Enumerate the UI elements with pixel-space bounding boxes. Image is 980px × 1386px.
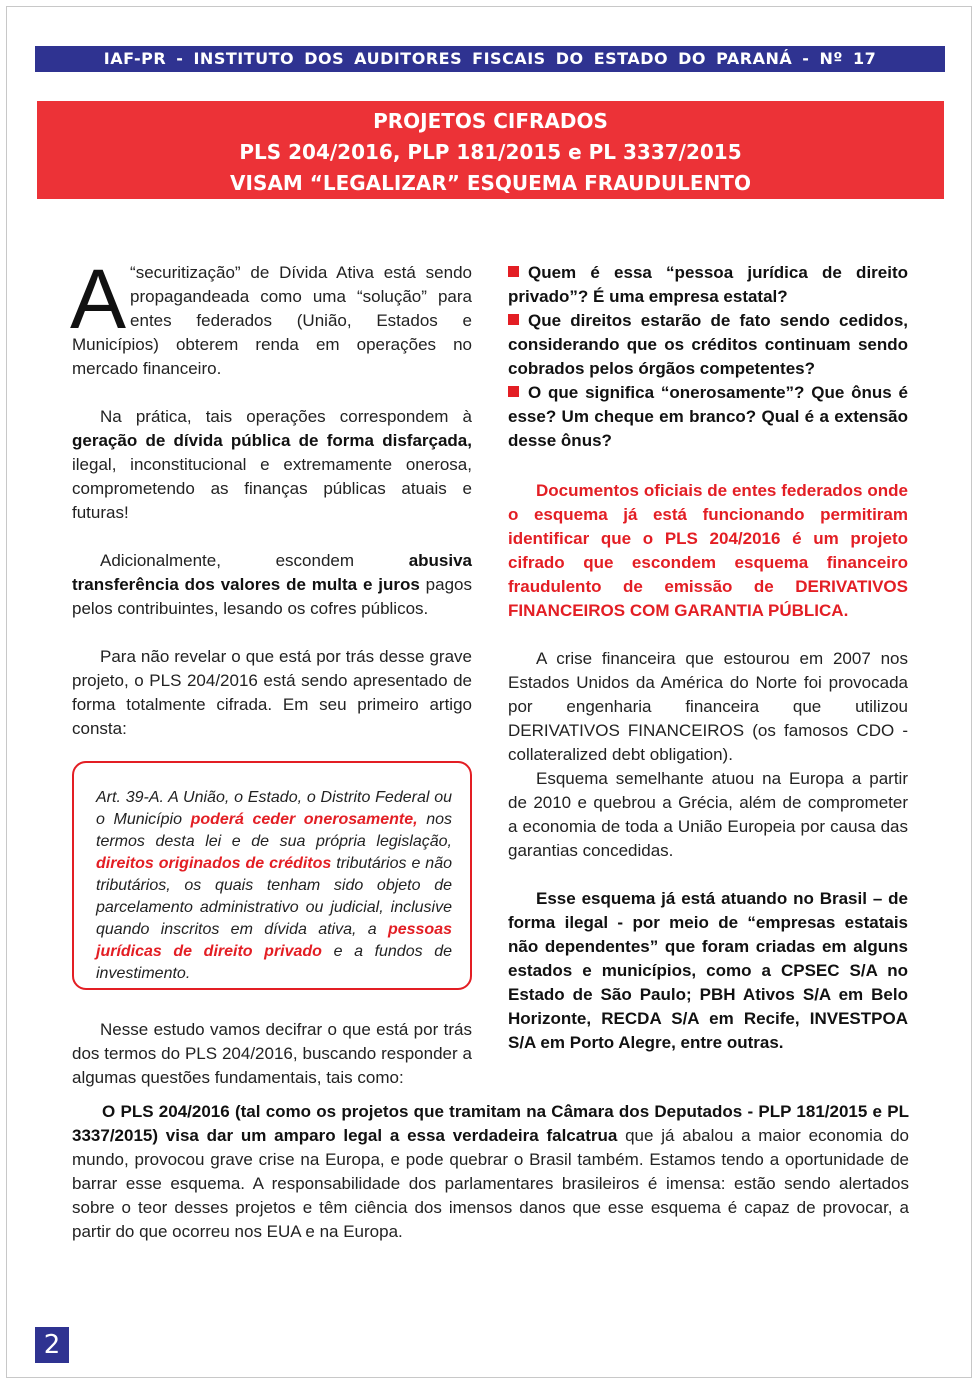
quote-part-c: nos termos desta lei e de sua própria legislação,: [96, 811, 452, 850]
title-line-1: PROJETOS CIFRADOS: [373, 109, 608, 133]
question-item: [508, 261, 908, 309]
quote-part-g: e a fundos de investimento.: [96, 943, 452, 982]
paragraph-3: [72, 549, 472, 621]
paragraph-3-bold: abusiva transferência dos valores de multa e juros: [72, 551, 472, 594]
question-text: Quem é essa “pessoa jurídica de direito privado”? É uma empresa estatal?: [508, 263, 908, 306]
right-paragraph-1: A crise financeira que estourou em 2007 nos Estados Unidos da América do Norte foi provocada por engenharia financeira que utilizou DERIVATIVOS FINANCEIROS (os famosos CDO - collateralized debt obligation).: [508, 649, 908, 764]
paragraph-3-text-c: pagos pelos contribuintes, lesando os cofres públicos.: [72, 575, 472, 618]
title-line-3: VISAM “LEGALIZAR” ESQUEMA FRAUDULENTO: [230, 171, 751, 195]
quote-part-a: Art. 39-A. A União, o Estado, o Distrito Federal ou o Município: [96, 789, 452, 828]
article-title-box: [37, 101, 944, 199]
newsletter-header: IAF-PR - INSTITUTO DOS AUDITORES FISCAIS DO ESTADO DO PARANÁ - Nº 17: [35, 46, 945, 72]
question-text: O que significa “onerosamente”? Que ônus é esse? Um cheque em branco? Qual é a extensão desse ônus?: [508, 383, 908, 450]
bullet-square-icon: [508, 314, 519, 325]
right-paragraph-2: Esquema semelhante atuou na Europa a partir de 2010 e quebrou a Grécia, além de comprometer a economia de toda a União Europeia por causa das garantias concedidas.: [508, 769, 908, 860]
title-line-2: PLS 204/2016, PLP 181/2015 e PL 3337/2015: [239, 140, 742, 164]
intro-text: “securitização” de Dívida Ativa está sendo propagandeada como uma “solução” para entes federados (União, Estados e Municípios) obterem renda em operações no mercado financeiro.: [72, 263, 472, 378]
question-text: Que direitos estarão de fato sendo cedidos, considerando que os créditos continuam sendo cobrados pelos órgãos competentes?: [508, 311, 908, 378]
right-column: [508, 261, 908, 1055]
question-item: [508, 381, 908, 453]
intro-paragraph: [70, 252, 472, 381]
closing-text: [72, 1100, 909, 1244]
law-quote-box: [72, 761, 472, 990]
closing-paragraph: [72, 1100, 909, 1244]
paragraph-2-text-c: ilegal, inconstitucional e extremamente onerosa, comprometendo as finanças públicas atuais e futuras!: [72, 455, 472, 522]
paragraph-2: [72, 405, 472, 525]
paragraph-2-text-a: Na prática, tais operações correspondem à: [100, 407, 472, 426]
highlight-paragraph: Documentos oficiais de entes federados onde o esquema já está funcionando permitiram identificar que o PLS 204/2016 é um projeto cifrado que escondem esquema financeiro fraudulento de emissão de DERIVATIVOS FINANCEIROS COM GARANTIA PÚBLICA.: [508, 481, 908, 620]
drop-cap: A: [70, 252, 127, 346]
paragraph-4: Para não revelar o que está por trás desse grave projeto, o PLS 204/2016 está sendo apresentado de forma totalmente cifrada. Em seu primeiro artigo consta:: [72, 647, 472, 738]
quote-highlight-1: poderá ceder onerosamente,: [190, 811, 418, 828]
quote-part-e: tributários e não tributários, os quais tenham sido objeto de parcelamento administrativo ou judicial, inclusive quando inscritos em dívida ativa, a: [96, 855, 452, 938]
questions-list: [508, 261, 908, 453]
bullet-square-icon: [508, 386, 519, 397]
law-quote-text: [96, 787, 452, 985]
bullet-square-icon: [508, 266, 519, 277]
quote-highlight-3: pessoas jurídicas de direito privado: [96, 921, 452, 960]
paragraph-3-text-a: Adicionalmente, escondem: [100, 551, 409, 570]
right-paragraph-3: Esse esquema já está atuando no Brasil – de forma ilegal - por meio de “empresas estatais não dependentes” que foram criadas em alguns estados e municípios, como a CPSEC S/A no Estado de São Paulo; PBH Ativos S/A em Belo Horizonte, RECDA S/A em Recife, INVESTPOA S/A em Porto Alegre, entre outras.: [508, 889, 908, 1052]
closing-rest: que já abalou a maior economia do mundo, provocou grave crise na Europa, e pode quebrar o Brasil também. Estamos tendo a oportunidade de barrar esse esquema. A responsabilidade dos parlamentares brasileiros é imensa: estão sendo alertados sobre o teor desses projetos e têm ciência dos imensos danos que esse esquema é capaz de provocar, a partir do que ocorreu nos EUA e na Europa.: [72, 1126, 909, 1241]
page-number: 2: [35, 1327, 69, 1363]
closing-bold: O PLS 204/2016 (tal como os projetos que tramitam na Câmara dos Deputados - PLP 181/2015 e PL 3337/2015) visa dar um amparo legal a essa verdadeira falcatrua: [72, 1102, 909, 1145]
left-column: [70, 252, 472, 1090]
quote-highlight-2: direitos originados de créditos: [96, 855, 332, 872]
question-item: [508, 309, 908, 381]
paragraph-2-bold: geração de dívida pública de forma disfarçada,: [72, 431, 472, 450]
paragraph-5: Nesse estudo vamos decifrar o que está por trás dos termos do PLS 204/2016, buscando responder a algumas questões fundamentais, tais como:: [72, 1020, 472, 1087]
